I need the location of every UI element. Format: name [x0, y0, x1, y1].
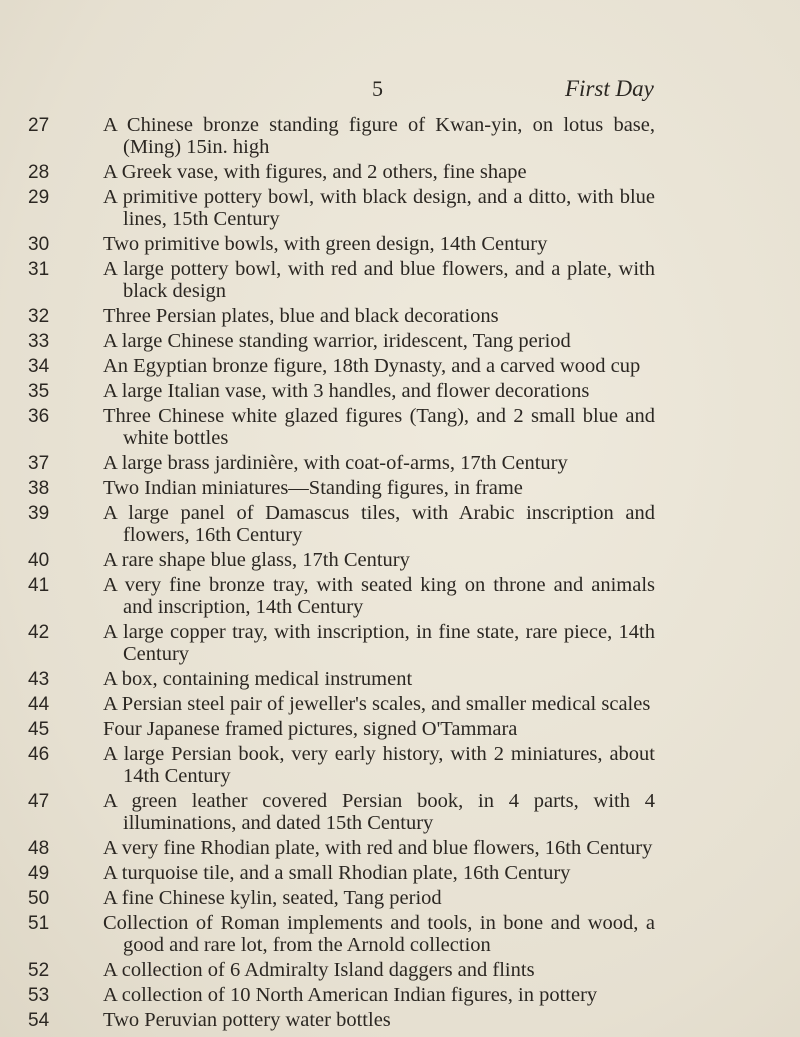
lot-description: A large Italian vase, with 3 handles, and flower decorations — [103, 380, 590, 402]
page-header — [0, 76, 800, 106]
lot-description: An Egyptian bronze figure, 18th Dynasty, and a carved wood cup — [103, 355, 641, 377]
lot-description: A collection of 6 Admiralty Island daggers and flints — [103, 959, 535, 981]
lot-number: 38 — [28, 478, 50, 499]
lot-number: 41 — [28, 575, 50, 596]
lot-description: Two Peruvian pottery water bottles — [103, 1009, 391, 1031]
running-title: First Day — [565, 76, 654, 101]
lot-entry — [0, 790, 800, 834]
lot-description: A Persian steel pair of jeweller's scales, and smaller medical scales — [103, 693, 651, 715]
lot-entry — [0, 549, 800, 571]
lot-description: A fine Chinese kylin, seated, Tang period — [103, 887, 442, 909]
lot-number: 35 — [28, 381, 50, 402]
lot-description: A box, containing medical instrument — [103, 668, 413, 690]
lot-description: A turquoise tile, and a small Rhodian plate, 16th Century — [103, 862, 571, 884]
lot-entry — [0, 984, 800, 1006]
lot-entry — [0, 912, 800, 956]
lot-number: 30 — [28, 234, 50, 255]
lot-entry — [0, 887, 800, 909]
lot-number: 43 — [28, 669, 50, 690]
lot-entry — [0, 186, 800, 230]
lot-entry — [0, 574, 800, 618]
lot-number: 46 — [28, 744, 50, 765]
lot-description: Two Indian miniatures—Standing figures, in frame — [103, 477, 523, 499]
lot-entry — [0, 305, 800, 327]
lot-number: 45 — [28, 719, 50, 740]
lot-number: 40 — [28, 550, 50, 571]
lot-description: A collection of 10 North American Indian figures, in pottery — [103, 984, 598, 1006]
lot-number: 31 — [28, 259, 50, 280]
lot-entry — [0, 743, 800, 787]
lot-description: A large Persian book, very early history, with 2 miniatures, about 14th Century — [103, 743, 655, 787]
lot-description: Four Japanese framed pictures, signed O'Tammara — [103, 718, 518, 740]
lot-description: A large Chinese standing warrior, iridescent, Tang period — [103, 330, 571, 352]
lot-entry — [0, 862, 800, 884]
lot-number: 32 — [28, 306, 50, 327]
lot-number: 33 — [28, 331, 50, 352]
lot-entry — [0, 452, 800, 474]
lot-number: 37 — [28, 453, 50, 474]
lot-description: A large panel of Damascus tiles, with Arabic inscription and flowers, 16th Century — [103, 502, 655, 546]
lot-entry — [0, 330, 800, 352]
lot-number: 47 — [28, 791, 50, 812]
lot-entry — [0, 718, 800, 740]
lot-number: 28 — [28, 162, 50, 183]
lot-entry — [0, 355, 800, 377]
lot-description: Two primitive bowls, with green design, 14th Century — [103, 233, 548, 255]
lot-entry — [0, 621, 800, 665]
lot-description: A primitive pottery bowl, with black design, and a ditto, with blue lines, 15th Century — [103, 186, 655, 230]
lot-entry — [0, 233, 800, 255]
lot-entry — [0, 1009, 800, 1031]
lot-number: 53 — [28, 985, 50, 1006]
lot-entry — [0, 258, 800, 302]
lot-number: 42 — [28, 622, 50, 643]
lot-description: Collection of Roman implements and tools, in bone and wood, a good and rare lot, from the Arnold collection — [103, 912, 655, 956]
lot-description: A large pottery bowl, with red and blue flowers, and a plate, with black design — [103, 258, 655, 302]
lot-description: A Chinese bronze standing figure of Kwan-yin, on lotus base, (Ming) 15in. high — [103, 114, 655, 158]
lot-description: Three Persian plates, blue and black decorations — [103, 305, 499, 327]
lot-list — [0, 114, 800, 1034]
lot-entry — [0, 668, 800, 690]
lot-entry — [0, 502, 800, 546]
lot-description: A large copper tray, with inscription, in fine state, rare piece, 14th Century — [103, 621, 655, 665]
lot-entry — [0, 380, 800, 402]
lot-number: 29 — [28, 187, 50, 208]
lot-entry — [0, 114, 800, 158]
lot-description: A Greek vase, with figures, and 2 others, fine shape — [103, 161, 527, 183]
lot-entry — [0, 959, 800, 981]
lot-number: 50 — [28, 888, 50, 909]
lot-number: 34 — [28, 356, 50, 377]
lot-description: A very fine bronze tray, with seated king on throne and animals and inscription, 14th Century — [103, 574, 655, 618]
lot-number: 51 — [28, 913, 50, 934]
lot-number: 52 — [28, 960, 50, 981]
lot-entry — [0, 405, 800, 449]
page-number: 5 — [372, 76, 383, 101]
lot-description: Three Chinese white glazed figures (Tang), and 2 small blue and white bottles — [103, 405, 655, 449]
lot-description: A large brass jardinière, with coat-of-arms, 17th Century — [103, 452, 568, 474]
lot-description: A very fine Rhodian plate, with red and blue flowers, 16th Century — [103, 837, 653, 859]
lot-number: 39 — [28, 503, 50, 524]
lot-description: A rare shape blue glass, 17th Century — [103, 549, 410, 571]
lot-description: A green leather covered Persian book, in 4 parts, with 4 illuminations, and dated 15th Century — [103, 790, 655, 834]
lot-number: 36 — [28, 406, 50, 427]
lot-number: 27 — [28, 115, 50, 136]
lot-number: 48 — [28, 838, 50, 859]
lot-entry — [0, 161, 800, 183]
lot-number: 54 — [28, 1010, 50, 1031]
lot-entry — [0, 693, 800, 715]
lot-number: 49 — [28, 863, 50, 884]
lot-entry — [0, 477, 800, 499]
lot-number: 44 — [28, 694, 50, 715]
lot-entry — [0, 837, 800, 859]
